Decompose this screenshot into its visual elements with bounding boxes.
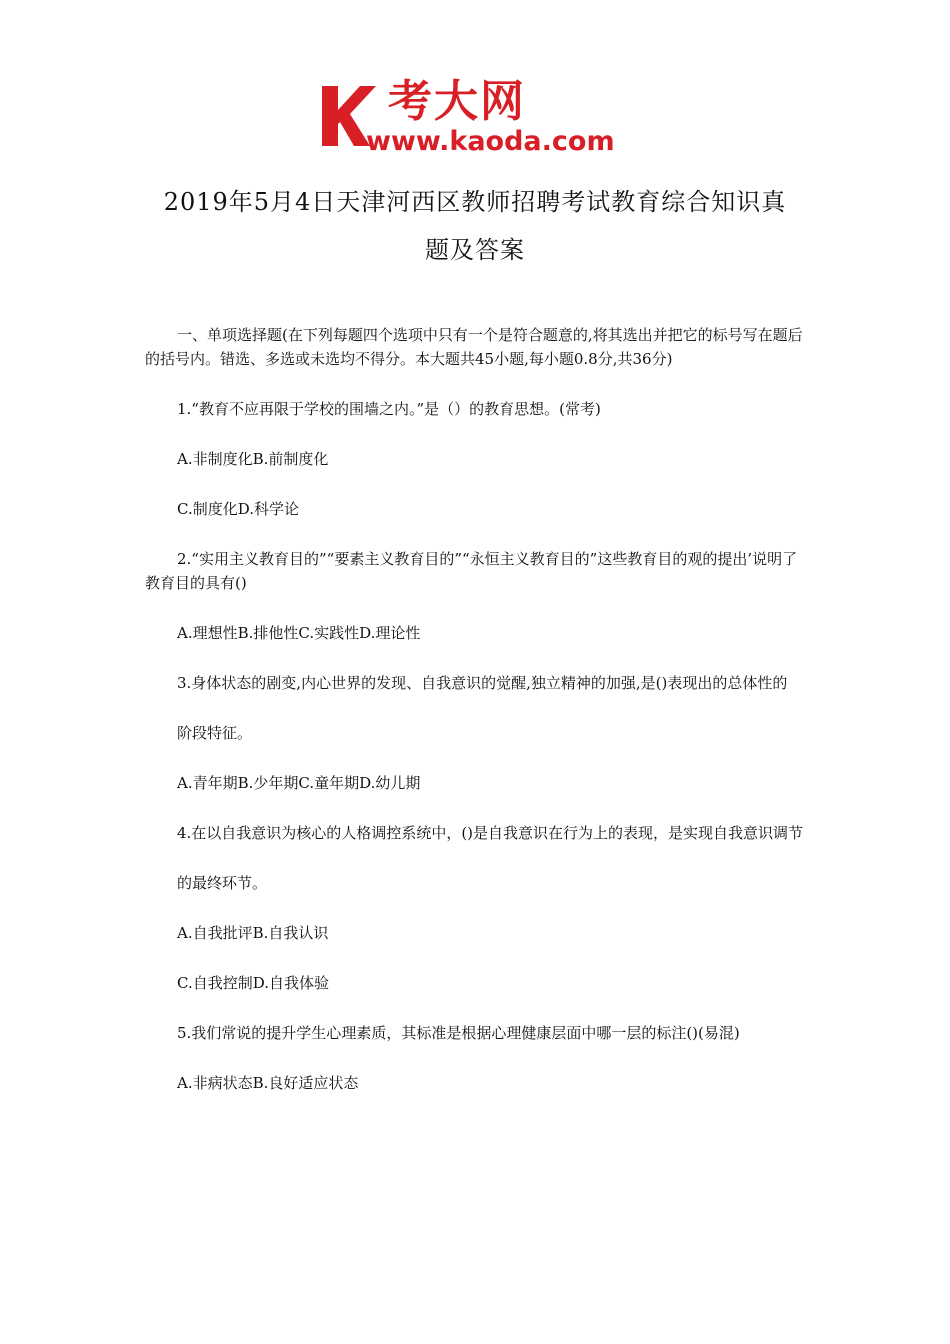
- title-line-1: 2019年5月4日天津河西区教师招聘考试教育综合知识真: [163, 188, 787, 216]
- question-1-options-ab: A.非制度化B.前制度化: [177, 450, 329, 468]
- kaoda-logo: [318, 76, 638, 158]
- question-3-continued: 阶段特征。: [177, 724, 253, 742]
- question-5: 5.我们常说的提升学生心理素质，其标准是根据心理健康层面中哪一层的标注()(易混): [177, 1024, 740, 1042]
- question-5-options-ab: A.非病状态B.良好适应状态: [177, 1074, 359, 1092]
- question-1-options-cd: C.制度化D.科学论: [177, 500, 299, 518]
- logo-brand-text: 考大网: [388, 76, 526, 127]
- question-2: 2.“实用主义教育目的”“要素主义教育目的”“永恒主义教育目的”这些教育目的观的提出’说明了教育目的具有(): [145, 550, 798, 592]
- document-title: [120, 178, 830, 274]
- question-4: 4.在以自我意识为核心的人格调控系统中，()是自我意识在行为上的表现，是实现自我意识调节: [177, 824, 804, 842]
- title-line-2: 题及答案: [425, 236, 525, 264]
- question-4-continued: 的最终环节。: [177, 874, 268, 892]
- logo-url-text: www.kaoda.com: [366, 126, 615, 157]
- question-4-options-ab: A.自我批评B.自我认识: [177, 924, 329, 942]
- question-3-options: A.青年期B.少年期C.童年期D.幼儿期: [177, 774, 421, 792]
- question-2-options: A.理想性B.排他性C.实践性D.理论性: [177, 624, 421, 642]
- document-body: [145, 323, 810, 1095]
- question-4-options-cd: C.自我控制D.自我体验: [177, 974, 329, 992]
- question-1: 1.“教育不应再限于学校的围墙之内。”是（）的教育思想。(常考): [177, 400, 601, 418]
- question-3: 3.身体状态的剧变,内心世界的发现、自我意识的觉醒,独立精神的加强,是()表现出的总体性的: [177, 674, 788, 692]
- section-intro: 一、单项选择题(在下列每题四个选项中只有一个是符合题意的,将其选出并把它的标号写在题后的括号内。错选、多选或未选均不得分。本大题共45小题,每小题0.8分,共36分): [145, 326, 803, 368]
